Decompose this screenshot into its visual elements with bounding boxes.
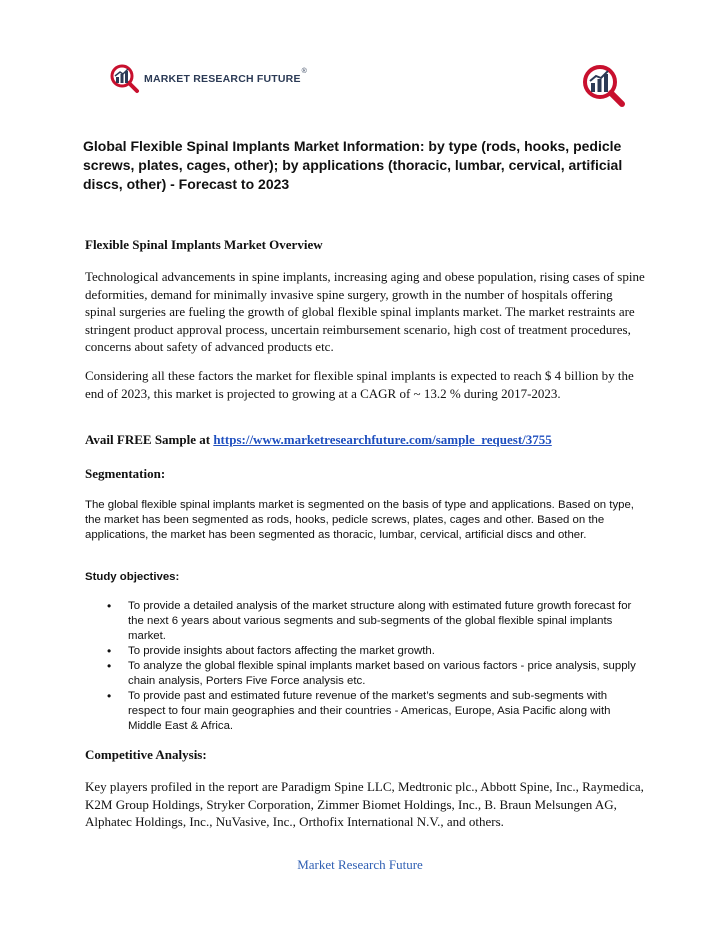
competitive-paragraph: Key players profiled in the report are Paradigm Spine LLC, Medtronic plc., Abbott Spine, Inc., Raymedica, K2M Group Holdings, Stryker Corporation, Zimmer Biomet Holdings, Inc., B. Braun Melsungen AG, Alphatec Holdings, Inc., NuVasive, Inc., Orthofix International N.V., and others.: [85, 779, 644, 829]
overview-heading: Flexible Spinal Implants Market Overview: [85, 237, 323, 252]
objectives-heading: Study objectives:: [85, 571, 180, 583]
competitive-heading: Competitive Analysis:: [85, 747, 207, 762]
objective-text: To provide a detailed analysis of the market structure along with estimated future growth forecast for the next 6 years about various segments and sub-segments of the global flexible spinal implants market.: [128, 600, 632, 642]
objectives-list: [85, 599, 645, 734]
page-title: Global Flexible Spinal Implants Market Information: by type (rods, hooks, pedicle screws, plates, cages, other); by applications (thoracic, lumbar, cervical, artificial discs, other) - Forecast to 2023: [83, 138, 623, 192]
page-header: [0, 0, 720, 118]
list-item: [85, 689, 645, 734]
brand-logo-mark: [582, 64, 626, 113]
magnifier-chart-logo-icon: [110, 64, 140, 94]
footer-link[interactable]: Market Research Future: [297, 857, 423, 872]
brand-logo[interactable]: [110, 64, 307, 94]
list-item: [85, 599, 645, 644]
overview-paragraph-1: Technological advancements in spine implants, increasing aging and obese population, rising cases of spine deformities, demand for minimally invasive spine surgery, growth in the number of hospitals offering spinal surgeries are fueling the growth of global flexible spinal implants market. The market restraints are stringent product approval process, uncertain reimbursement scenario, high cost of treatment procedures, concerns about safety of advanced products etc.: [85, 269, 645, 354]
objective-text: To provide insights about factors affecting the market growth.: [128, 645, 435, 657]
list-item: [85, 659, 645, 689]
objective-text: To provide past and estimated future revenue of the market’s segments and sub-segments with respect to four main geographies and their countries - Americas, Europe, Asia Pacific along with Middle East & Africa.: [128, 690, 611, 732]
segmentation-heading: Segmentation:: [85, 466, 166, 481]
list-item: [85, 644, 645, 659]
registered-mark: ®: [301, 67, 307, 75]
segmentation-paragraph: The global flexible spinal implants market is segmented on the basis of type and applications. Based on type, the market has been segmented as rods, hooks, pedicle screws, plates, cages and other. Based on the applications, the market has been segmented as thoracic, lumbar, cervical, artificial discs and other.: [85, 499, 634, 541]
sample-label: Avail FREE Sample at: [85, 432, 214, 447]
brand-name: MARKET RESEARCH FUTURE: [144, 73, 301, 85]
magnifier-chart-icon: [582, 64, 626, 108]
sample-request-link[interactable]: https://www.marketresearchfuture.com/sample_request/3755: [213, 432, 552, 447]
overview-paragraph-2: Considering all these factors the market for flexible spinal implants is expected to reach $ 4 billion by the end of 2023, this market is projected to growing at a CAGR of ~ 13.2 % during 2017-2023.: [85, 368, 634, 401]
sample-line: [85, 431, 645, 449]
objective-text: To analyze the global flexible spinal implants market based on various factors - price analysis, supply chain analysis, Porters Five Force analysis etc.: [128, 660, 636, 687]
